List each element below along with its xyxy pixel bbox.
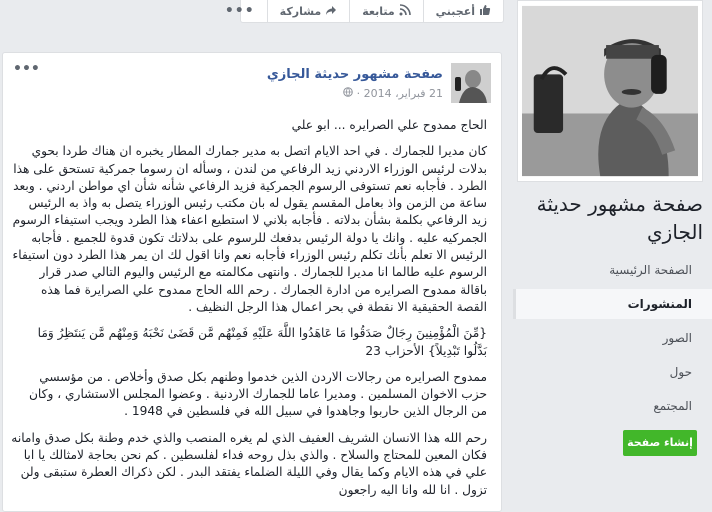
profile-picture[interactable] [517, 0, 703, 182]
nav-item-about[interactable]: حول [669, 365, 692, 379]
more-dots-icon: ••• [224, 3, 255, 19]
page-sidebar [513, 0, 712, 502]
follow-label: متابعة [362, 4, 395, 18]
create-page-button[interactable]: إنشاء صفحة [623, 430, 697, 456]
page-title: صفحة مشهور حديثة الجازي [536, 192, 703, 244]
post-author-name[interactable]: صفحة مشهور حديثة الجازي [266, 67, 443, 82]
post-options-icon[interactable]: ••• [13, 61, 40, 77]
nav-item-community[interactable]: المجتمع [653, 399, 692, 413]
post-paragraph-title: الحاج ممدوح علي الصرايره ... ابو علي [291, 118, 487, 132]
share-arrow-icon [325, 4, 337, 19]
nav-item-posts[interactable]: المنشورات [513, 289, 712, 319]
follow-button[interactable] [349, 0, 422, 22]
nav-item-home[interactable]: الصفحة الرئيسية [609, 263, 692, 277]
post-paragraph-story: كان مديرا للجمارك . في احد الايام اتصل به مدير جمارك المطار يخبره ان هناك طردا بحوي بدلات لرئيس الوزراء الاردني زيد الرفاعي من لندن ، وسأله ان رسوما جمركية تستحق على هذا الطرد . فأجابه نعم تستوفى الرسوم الجمركية فزيد الرفاعي شأنه شأن اي مواطن اردني . وبعد ساعة من الزمن واذ بعامل المقسم يقول له بان مكتب رئيس الوزراء يتصل به واذ به الرئيس زيد الرفاعي بكلمة بشأن بدلاته . فأجابه بلاني لا استطيع اعفاء هذا الطرد ويجب استيفاء الرسوم الجمركيه عليه . وانك يا دولة الرئيس بدفعك للرسوم على بدلاتك تكون قدوة للجميع . فأجابه الرئيس الا تعلم بأنك تكلم رئيس الوزراء فأجابه نعم وانا اقول لك ان يمر هذا الطرد دون استيفاء الرسوم عليه طالما انا مديرا للجمارك . وانتهى مكالمته مع الرئيس واليوم التالي صدر قرار باقالة ممدوح الصرايره من ادارة الجمارك . رحم الله الحاج ممدوح علي الصرايرة فما هذه القصة الحقيقية الا نقطة في بحر اعمال هذا الرجل النظيف . [12, 144, 487, 314]
post-paragraph-bio: ممدوح الصرايره من رجالات الاردن الذين خدموا وطنهم بكل صدق وأخلاص . من مؤسسي حزب الاخوان المسلمين . ومديرا عاما للجمارك الاردنية . وعضوا المجلس الاستشاري ، وكان من الرجال الذين حاربوا وجاهدوا في سبيل الله في فلسطين في 1948 . [28, 369, 487, 419]
post-paragraph-verse: {مِّنَ الْمُؤْمِنِينَ رِجَالٌ صَدَقُوا مَا عَاهَدُوا اللَّهَ عَلَيْهِ فَمِنْهُم مَّن قَضَىٰ نَحْبَهُ وَمِنْهُم مَّن يَنتَظِرُ وَمَا بَدَّلُوا تَبْدِيلاً} الأحزاب 23 [37, 326, 487, 358]
post-author-avatar[interactable] [451, 63, 491, 103]
post-card [2, 52, 502, 512]
avatar-image [451, 63, 491, 103]
share-button[interactable] [267, 0, 350, 22]
like-button[interactable] [423, 0, 503, 22]
thumbs-up-icon [479, 4, 491, 19]
like-label: أعجبني [435, 4, 475, 18]
post-meta [343, 87, 443, 100]
profile-photo-illustration [522, 5, 698, 177]
post-date[interactable]: 21 فبراير، 2014 · [356, 87, 443, 100]
post-paragraph-tribute: رحم الله هذا الانسان الشريف العفيف الذي لم يغره المنصب والذي خدم وطنة بكل صدق وامانه فكان المعين للمحتاج والسلاح . والذي بذل روحه فداء لفلسطين . كم نحن بحاجة لامثالك يا ابا علي في هذه الايام وكما يقال وفي الليلة الضلماء يفتقد البدر . لكن ذكراك العطرة ستبقى ولن تزول . انا لله وانا اليه راجعون [11, 430, 487, 497]
nav-item-photos[interactable]: الصور [662, 331, 692, 345]
page-nav [513, 255, 712, 421]
rss-icon [399, 4, 411, 19]
post-text [11, 117, 487, 508]
share-label: مشاركة [279, 4, 322, 18]
page-actions-bar [224, 0, 504, 23]
globe-icon [343, 87, 353, 100]
more-options-button[interactable] [213, 0, 267, 22]
